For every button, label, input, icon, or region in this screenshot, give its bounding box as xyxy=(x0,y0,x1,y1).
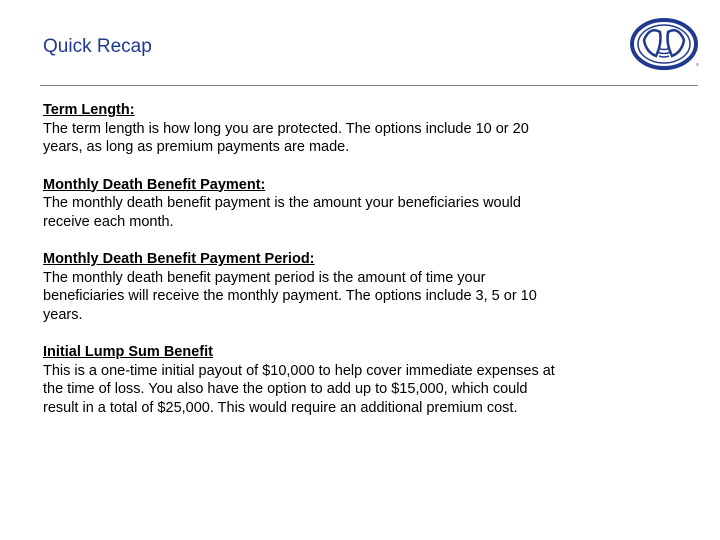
section-initial-lump-sum xyxy=(43,343,703,417)
section-text: beneficiaries will receive the monthly payment. The options include 3, 5 or 10 xyxy=(43,288,537,304)
section-text: The monthly death benefit payment period is the amount of time your xyxy=(43,269,486,286)
svg-text:®: ® xyxy=(696,62,699,67)
allstate-logo-icon xyxy=(630,18,702,70)
recap-content xyxy=(43,101,703,436)
section-payment-period xyxy=(43,250,703,324)
section-monthly-death-benefit-payment xyxy=(43,176,703,232)
section-text: This is a one-time initial payout of $10,000 to help cover immediate expenses at xyxy=(43,362,555,379)
section-text: The term length is how long you are protected. The options include 10 or 20 xyxy=(43,120,529,137)
slide-title: Quick Recap xyxy=(43,36,152,57)
section-term-length xyxy=(43,101,703,157)
section-heading: Monthly Death Benefit Payment Period: xyxy=(43,251,315,267)
section-text: the time of loss. You also have the option to add up to $15,000, which could xyxy=(43,381,528,397)
section-heading: Initial Lump Sum Benefit xyxy=(43,344,213,360)
section-text: result in a total of $25,000. This would require an additional premium cost. xyxy=(43,399,518,416)
section-text: receive each month. xyxy=(43,213,174,230)
title-divider xyxy=(40,85,698,86)
section-heading: Term Length: xyxy=(43,102,135,118)
section-heading: Monthly Death Benefit Payment: xyxy=(43,176,266,193)
section-text: years, as long as premium payments are made. xyxy=(43,139,350,155)
section-text: The monthly death benefit payment is the amount your beneficiaries would xyxy=(43,195,521,211)
section-text: years. xyxy=(43,306,83,323)
